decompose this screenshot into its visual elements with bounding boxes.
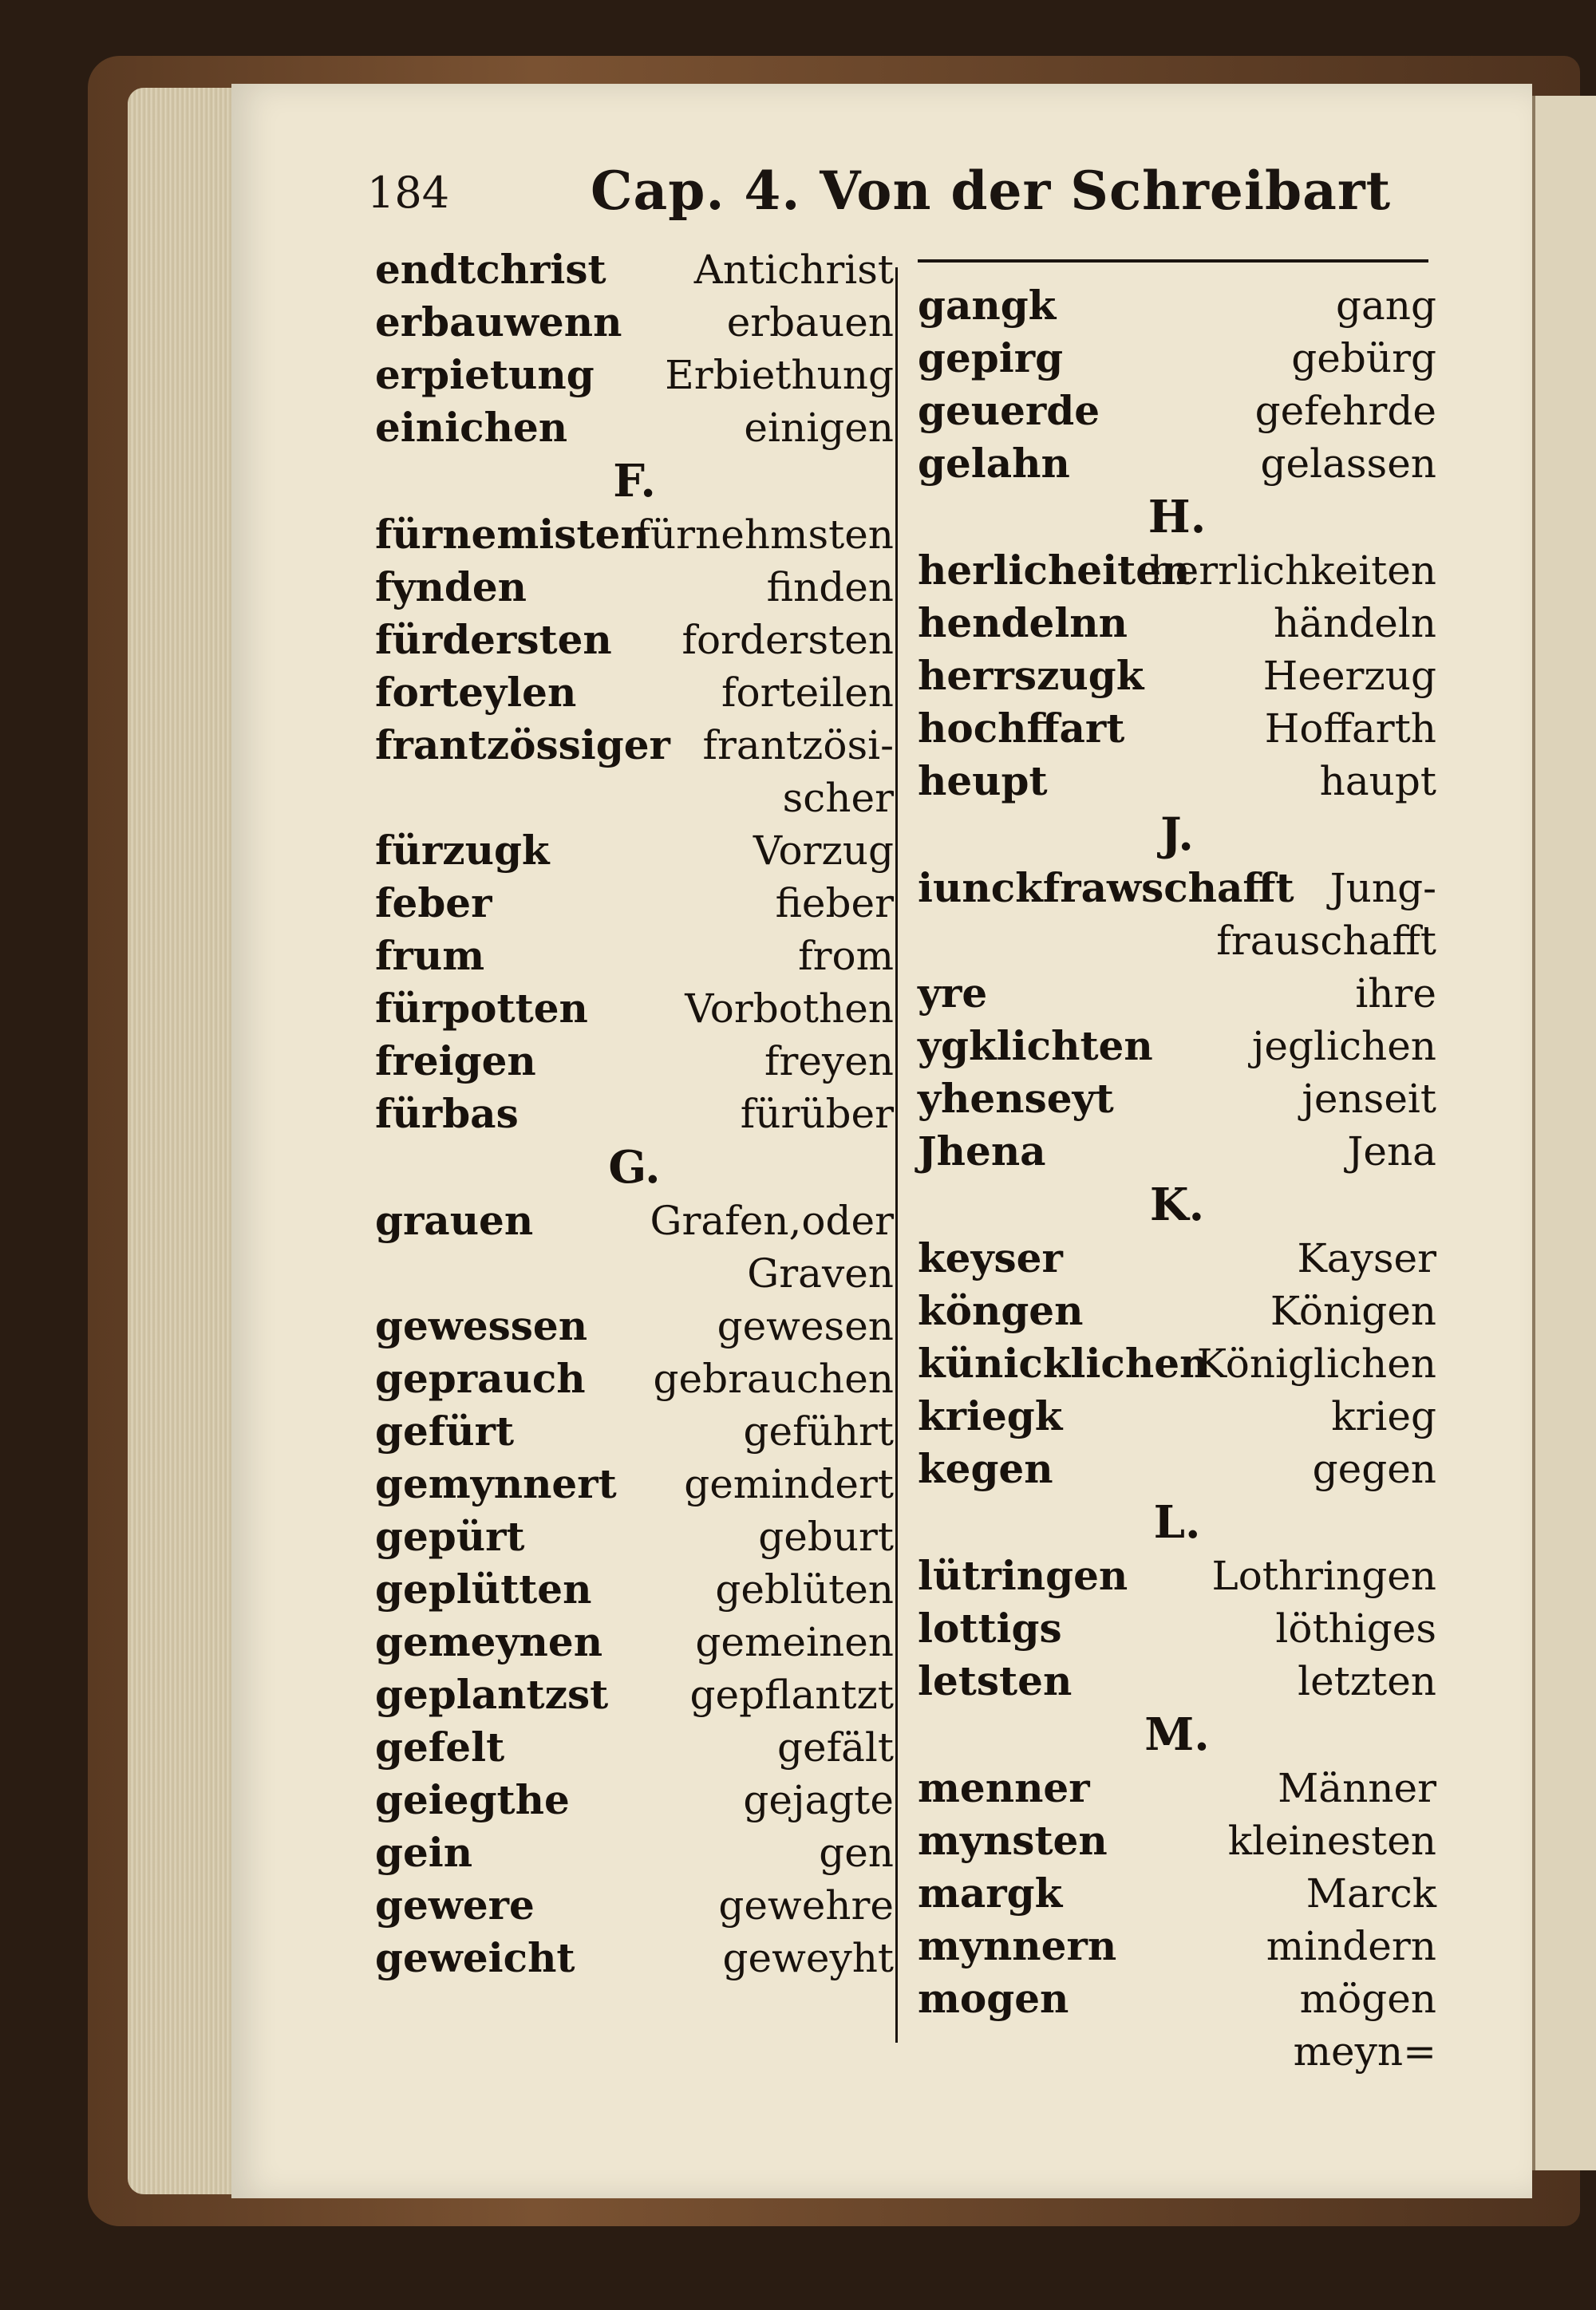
glossary-row — [918, 1920, 1436, 1972]
glossary-row — [375, 1721, 894, 1774]
glossary-row — [918, 1762, 1436, 1814]
modern-spelling: forteilen — [721, 669, 894, 716]
glossary-row — [375, 1879, 894, 1932]
modern-spelling: fieber — [775, 880, 894, 926]
running-head-title: Cap. 4. Von der Schreibart — [591, 160, 1392, 222]
modern-spelling: Kayser — [1297, 1235, 1436, 1281]
glossary-row — [375, 982, 894, 1035]
modern-spelling: gen — [819, 1830, 894, 1876]
old-spelling: forteylen — [375, 669, 577, 716]
old-spelling: heupt — [918, 757, 1048, 804]
section-letter: L. — [1153, 1496, 1201, 1549]
modern-spelling: löthiges — [1275, 1605, 1436, 1652]
modern-spelling: Marck — [1306, 1870, 1436, 1917]
header-rule — [918, 259, 1428, 263]
modern-spelling: einigen — [744, 405, 894, 451]
glossary-row — [375, 1774, 894, 1826]
modern-spelling: Grafen,oder — [650, 1198, 894, 1244]
glossary-row — [918, 862, 1436, 914]
old-spelling: gepirg — [918, 334, 1064, 381]
old-spelling: menner — [918, 1764, 1090, 1811]
glossary-row — [375, 1035, 894, 1088]
old-spelling: gangk — [918, 282, 1057, 329]
modern-spelling: kleinesten — [1227, 1818, 1436, 1864]
glossary-row — [375, 930, 894, 982]
old-spelling: geprauch — [375, 1355, 586, 1402]
old-spelling: gelahn — [918, 440, 1070, 487]
glossary-row — [918, 544, 1436, 597]
glossary-row — [918, 1072, 1436, 1125]
glossary-row — [375, 1563, 894, 1616]
old-spelling: yre — [918, 969, 988, 1017]
old-spelling: gefürt — [375, 1408, 515, 1455]
modern-spelling: geführt — [743, 1408, 894, 1455]
modern-spelling: gefält — [777, 1724, 894, 1771]
glossary-row — [918, 597, 1436, 650]
old-spelling: gemynnert — [375, 1460, 617, 1507]
glossary-row — [918, 1814, 1436, 1867]
glossary-row — [375, 1932, 894, 1984]
glossary-row — [375, 561, 894, 614]
modern-spelling: gang — [1335, 282, 1436, 329]
old-spelling: yhenseyt — [918, 1075, 1114, 1122]
modern-spelling: geblüten — [715, 1566, 894, 1613]
section-letter: J. — [1160, 808, 1194, 861]
section-letter: F. — [613, 455, 656, 507]
old-spelling: herrszugk — [918, 652, 1144, 699]
glossary-row — [375, 296, 894, 349]
right-column — [918, 279, 1436, 2078]
old-spelling: fürzugk — [375, 827, 550, 874]
modern-spelling: Graven — [747, 1250, 894, 1297]
modern-spelling: Vorzug — [753, 827, 894, 874]
old-spelling: hochffart — [918, 705, 1125, 752]
old-spelling: fürpotten — [375, 985, 588, 1032]
glossary-row — [918, 1655, 1436, 1708]
glossary-row — [375, 1458, 894, 1510]
modern-spelling: Lothringen — [1211, 1553, 1436, 1599]
glossary-row — [918, 1125, 1436, 1178]
glossary-row — [375, 1300, 894, 1352]
old-spelling: gewessen — [375, 1302, 588, 1349]
modern-spelling: Antichrist — [693, 247, 894, 293]
glossary-row — [918, 967, 1436, 1020]
glossary-row — [918, 1337, 1436, 1390]
old-spelling: mogen — [918, 1975, 1069, 2022]
old-spelling: hendelnn — [918, 599, 1128, 646]
glossary-row — [918, 332, 1436, 385]
glossary-row — [375, 401, 894, 454]
modern-spelling: gegen — [1312, 1446, 1436, 1492]
modern-spelling: ihre — [1355, 970, 1436, 1017]
old-spelling: grauen — [375, 1197, 534, 1244]
page-header — [367, 160, 1436, 247]
old-spelling: mynsten — [918, 1817, 1108, 1864]
modern-spelling: from — [798, 933, 894, 979]
modern-spelling: frantzösi- — [702, 722, 894, 768]
modern-spelling: jenseit — [1302, 1076, 1436, 1122]
glossary-row — [918, 1390, 1436, 1443]
modern-spelling: Königen — [1270, 1288, 1436, 1334]
old-spelling: gein — [375, 1829, 473, 1876]
page-edges — [128, 88, 247, 2194]
modern-spelling: gemeinen — [695, 1619, 894, 1665]
glossary-row — [375, 508, 894, 561]
modern-spelling: fürnehmsten — [635, 511, 894, 558]
page-number: 184 — [367, 168, 450, 218]
modern-spelling: händeln — [1273, 600, 1436, 646]
glossary-row — [918, 1232, 1436, 1285]
glossary-row — [375, 1405, 894, 1458]
modern-spelling: geburt — [758, 1514, 894, 1560]
old-spelling: mynnern — [918, 1922, 1117, 1969]
old-spelling: fürbas — [375, 1090, 519, 1137]
glossary-row — [918, 1443, 1436, 1495]
glossary-row — [375, 1510, 894, 1563]
old-spelling: erpietung — [375, 351, 595, 398]
old-spelling: künicklichen — [918, 1340, 1209, 1387]
modern-spelling: fürüber — [740, 1091, 894, 1137]
modern-spelling: erbauen — [726, 299, 894, 346]
modern-spelling: Jena — [1347, 1128, 1436, 1175]
old-spelling: lütringen — [918, 1552, 1128, 1599]
modern-spelling: Vorbothen — [685, 985, 894, 1032]
old-spelling: margk — [918, 1870, 1063, 1917]
modern-spelling: gewehre — [718, 1882, 894, 1929]
old-spelling: kriegk — [918, 1392, 1063, 1439]
old-spelling: einichen — [375, 404, 568, 451]
glossary-row — [375, 666, 894, 719]
old-spelling: lottigs — [918, 1605, 1062, 1652]
modern-spelling: gebürg — [1291, 335, 1436, 381]
modern-spelling: jeglichen — [1251, 1023, 1436, 1069]
glossary-row — [918, 1550, 1436, 1602]
modern-spelling: krieg — [1331, 1393, 1436, 1439]
glossary-row — [375, 614, 894, 666]
glossary-row — [375, 1352, 894, 1405]
glossary-row — [918, 437, 1436, 490]
modern-spelling: gejagte — [743, 1777, 894, 1823]
modern-spelling: finden — [766, 564, 894, 610]
old-spelling: geuerde — [918, 387, 1100, 434]
glossary-row — [918, 1020, 1436, 1072]
old-spelling: geplantzst — [375, 1671, 609, 1718]
modern-spelling: geweyht — [722, 1935, 894, 1981]
glossary-row — [918, 650, 1436, 702]
glossary-row — [918, 755, 1436, 808]
glossary-row — [375, 243, 894, 296]
old-spelling: feber — [375, 879, 492, 926]
modern-spelling: Hoffarth — [1264, 705, 1436, 752]
old-spelling: ygklichten — [918, 1022, 1153, 1069]
modern-spelling: mindern — [1266, 1923, 1436, 1969]
modern-spelling: Heerzug — [1262, 653, 1436, 699]
modern-spelling: Jung- — [1329, 865, 1436, 911]
old-spelling: herlicheiten — [918, 547, 1191, 594]
old-spelling: kegen — [918, 1445, 1053, 1492]
modern-spelling: fordersten — [681, 617, 894, 663]
glossary-row — [918, 1285, 1436, 1337]
glossary-row — [918, 385, 1436, 437]
modern-spelling: freyen — [764, 1038, 894, 1084]
old-spelling: gemeynen — [375, 1618, 603, 1665]
modern-spelling: herrlichkeiten — [1149, 547, 1436, 594]
old-spelling: gewere — [375, 1882, 535, 1929]
modern-spelling: gewesen — [717, 1303, 894, 1349]
old-spelling: frantzössiger — [375, 721, 670, 768]
old-spelling: iunckfrawschafft — [918, 864, 1294, 911]
glossary-row — [918, 702, 1436, 755]
left-column — [375, 243, 894, 1984]
modern-spelling: Erbiethung — [665, 352, 894, 398]
old-spelling: Jhena — [918, 1127, 1046, 1175]
old-spelling: geweicht — [375, 1934, 575, 1981]
glossary-row — [375, 772, 894, 824]
modern-spelling: scher — [782, 775, 894, 821]
modern-spelling: Königlichen — [1196, 1341, 1436, 1387]
glossary-row — [375, 877, 894, 930]
modern-spelling: gemindert — [684, 1461, 894, 1507]
glossary-row — [375, 719, 894, 772]
old-spelling: geplütten — [375, 1566, 592, 1613]
glossary-row — [375, 1088, 894, 1140]
facing-page-edge — [1532, 96, 1596, 2170]
glossary-row — [375, 1616, 894, 1668]
glossary-row — [918, 914, 1436, 967]
old-spelling: köngen — [918, 1287, 1084, 1334]
section-letter: K. — [1149, 1179, 1205, 1231]
glossary-row — [375, 1668, 894, 1721]
old-spelling: letsten — [918, 1657, 1073, 1704]
glossary-row — [375, 1247, 894, 1300]
glossary-row — [375, 349, 894, 401]
modern-spelling: meyn= — [1293, 2028, 1436, 2075]
modern-spelling: gebrauchen — [653, 1356, 894, 1402]
modern-spelling: haupt — [1319, 758, 1436, 804]
section-letter: G. — [608, 1141, 661, 1194]
modern-spelling: gepflantzt — [689, 1672, 894, 1718]
old-spelling: fürdersten — [375, 616, 612, 663]
column-divider — [895, 267, 898, 2043]
glossary-row — [918, 1972, 1436, 2025]
glossary-row — [918, 1602, 1436, 1655]
modern-spelling: Männer — [1278, 1765, 1436, 1811]
old-spelling: erbauwenn — [375, 298, 622, 346]
section-letter: H. — [1148, 491, 1207, 543]
glossary-row — [375, 824, 894, 877]
old-spelling: endtchrist — [375, 246, 606, 293]
glossary-row — [375, 1194, 894, 1247]
old-spelling: fürnemisten — [375, 511, 650, 558]
old-spelling: frum — [375, 932, 485, 979]
glossary-row — [375, 1826, 894, 1879]
old-spelling: gepürt — [375, 1513, 525, 1560]
old-spelling: gefelt — [375, 1724, 505, 1771]
old-spelling: geiegthe — [375, 1776, 570, 1823]
modern-spelling: mögen — [1299, 1976, 1436, 2022]
glossary-row — [918, 279, 1436, 332]
modern-spelling: gelassen — [1260, 440, 1436, 487]
old-spelling: keyser — [918, 1234, 1063, 1281]
glossary-row — [918, 2025, 1436, 2078]
section-letter: M. — [1144, 1708, 1210, 1761]
glossary-row — [918, 1867, 1436, 1920]
modern-spelling: gefehrde — [1254, 388, 1436, 434]
modern-spelling: letzten — [1298, 1658, 1436, 1704]
old-spelling: fynden — [375, 563, 527, 610]
modern-spelling: frauschafft — [1216, 918, 1436, 964]
old-spelling: freigen — [375, 1037, 536, 1084]
